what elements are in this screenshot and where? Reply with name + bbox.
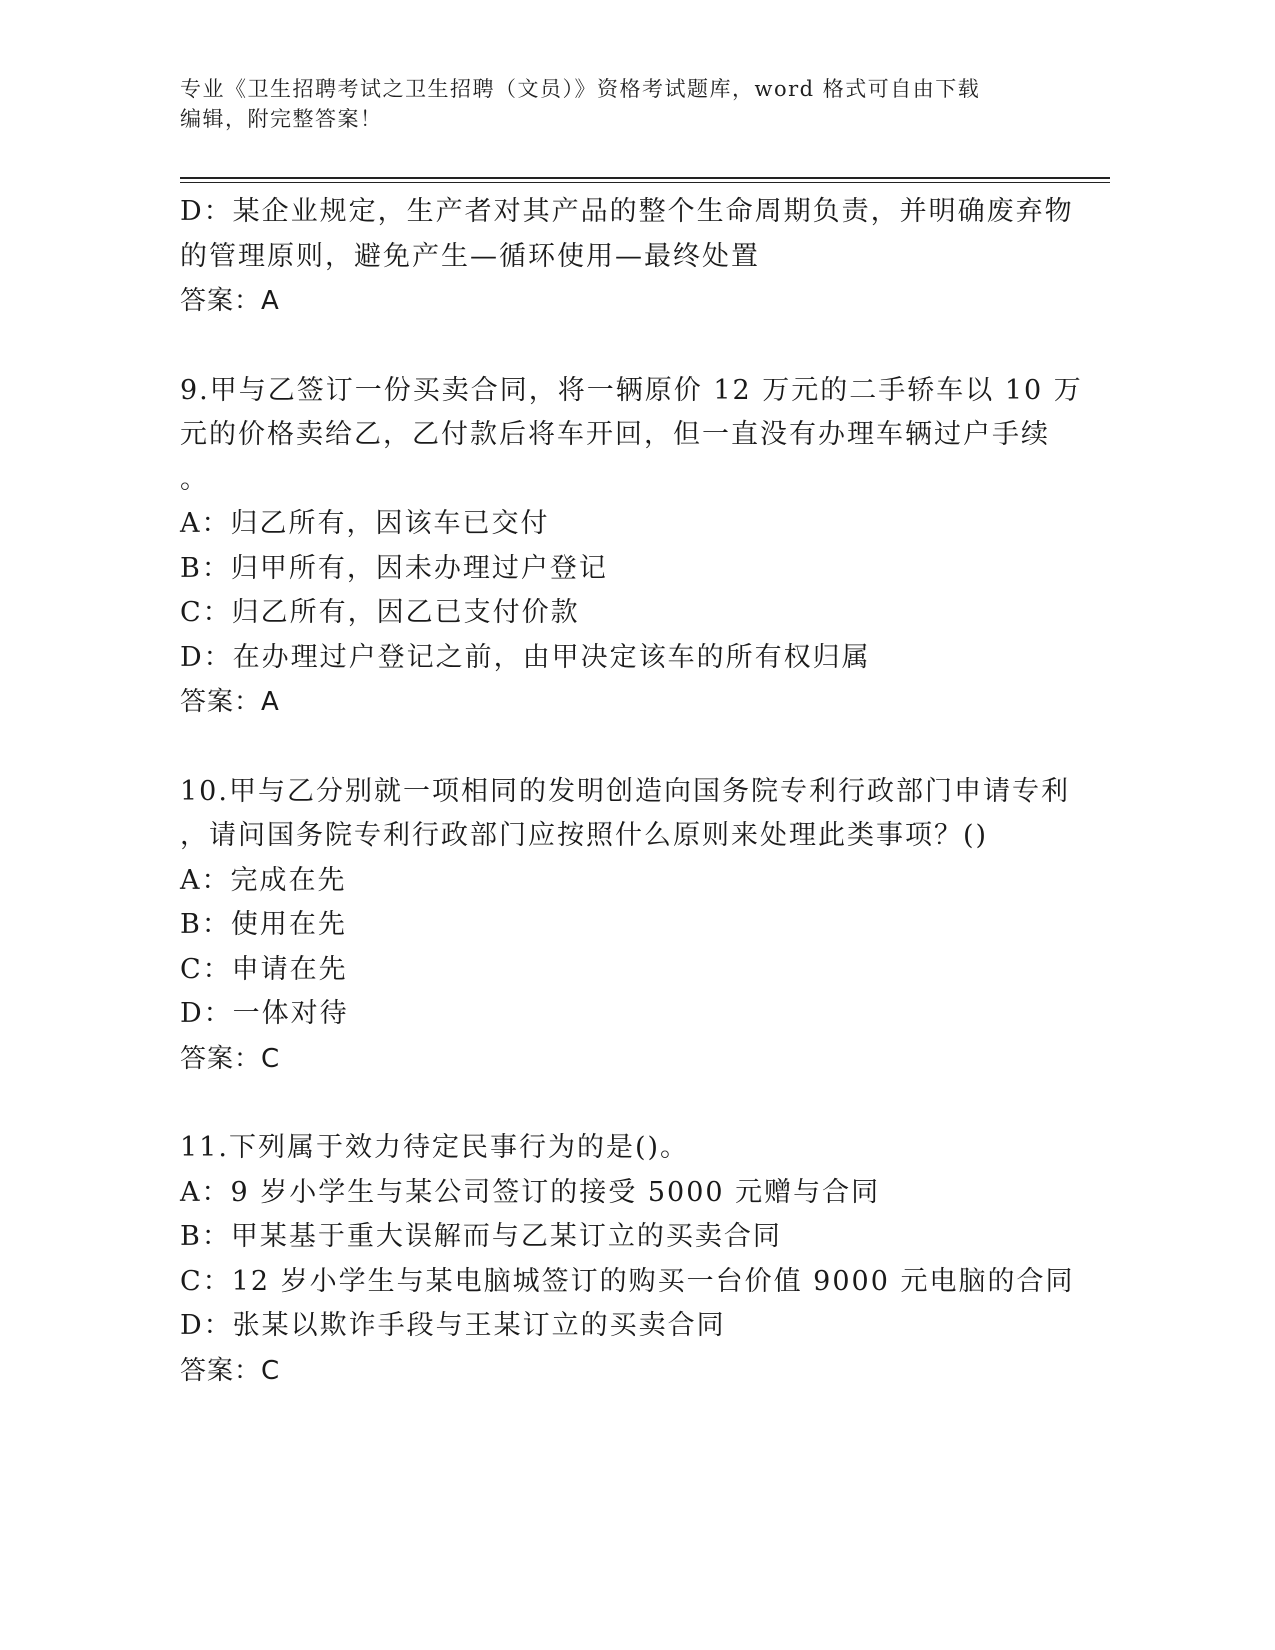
option-a: A：归乙所有，因该车已交付 bbox=[180, 508, 550, 539]
question-9 bbox=[180, 369, 1083, 725]
option-d-line-1: D：某企业规定，生产者对其产品的整个生命周期负责，并明确废弃物 bbox=[180, 196, 1074, 227]
option-d: D：在办理过户登记之前，由甲决定该车的所有权归属 bbox=[180, 641, 871, 673]
spacer bbox=[180, 1081, 1080, 1126]
header-line-1: 专业《卫生招聘考试之卫生招聘（文员）》资格考试题库，word 格式可自由下载 bbox=[180, 77, 981, 101]
question-8-tail bbox=[180, 190, 1080, 324]
option-a: A：9 岁小学生与某公司签订的接受 5000 元赠与合同 bbox=[180, 1176, 881, 1208]
option-b: B：使用在先 bbox=[180, 909, 347, 940]
option-d: D：张某以欺诈手段与王某订立的买卖合同 bbox=[180, 1310, 726, 1341]
question-content bbox=[180, 190, 1083, 1393]
spacer bbox=[180, 324, 1080, 369]
option-a: A：完成在先 bbox=[180, 864, 347, 896]
question-stem-line-2: 元的价格卖给乙，乙付款后将车开回，但一直没有办理车辆过户手续 bbox=[180, 419, 1050, 450]
question-stem-line-1: 10.甲与乙分别就一项相同的发明创造向国务院专利行政部门申请专利 bbox=[180, 775, 1070, 807]
option-b: B：归甲所有，因未办理过户登记 bbox=[180, 552, 608, 584]
question-stem-line-2: ，请问国务院专利行政部门应按照什么原则来处理此类事项？() bbox=[180, 820, 989, 851]
option-b: B：甲某基于重大误解而与乙某订立的买卖合同 bbox=[180, 1221, 782, 1252]
option-c: C：12 岁小学生与某电脑城签订的购买一台价值 9000 元电脑的合同 bbox=[180, 1265, 1075, 1297]
answer-label: 答案：C bbox=[180, 1355, 281, 1386]
header-line-2: 编辑，附完整答案！ bbox=[180, 107, 383, 131]
header-rule-thin bbox=[180, 182, 1110, 183]
question-11 bbox=[180, 1126, 1080, 1393]
option-d-line-2: 的管理原则，避免产生—循环使用—最终处置 bbox=[180, 240, 760, 272]
question-stem-line-1: 9.甲与乙签订一份买卖合同，将一辆原价 12 万元的二手轿车以 10 万 bbox=[180, 374, 1083, 406]
answer-label: 答案：A bbox=[180, 286, 280, 316]
header-rule-thick bbox=[180, 177, 1110, 179]
answer-label: 答案：A bbox=[180, 687, 280, 717]
option-d: D：一体对待 bbox=[180, 998, 349, 1029]
option-c: C：申请在先 bbox=[180, 953, 348, 985]
question-stem-line-3: 。 bbox=[180, 463, 209, 495]
page-header bbox=[180, 74, 1060, 134]
spacer bbox=[180, 725, 1080, 770]
answer-label: 答案：C bbox=[180, 1043, 281, 1074]
option-c: C：归乙所有，因乙已支付价款 bbox=[180, 597, 580, 628]
question-10 bbox=[180, 770, 1080, 1082]
question-stem-line-1: 11.下列属于效力待定民事行为的是()。 bbox=[180, 1132, 690, 1163]
